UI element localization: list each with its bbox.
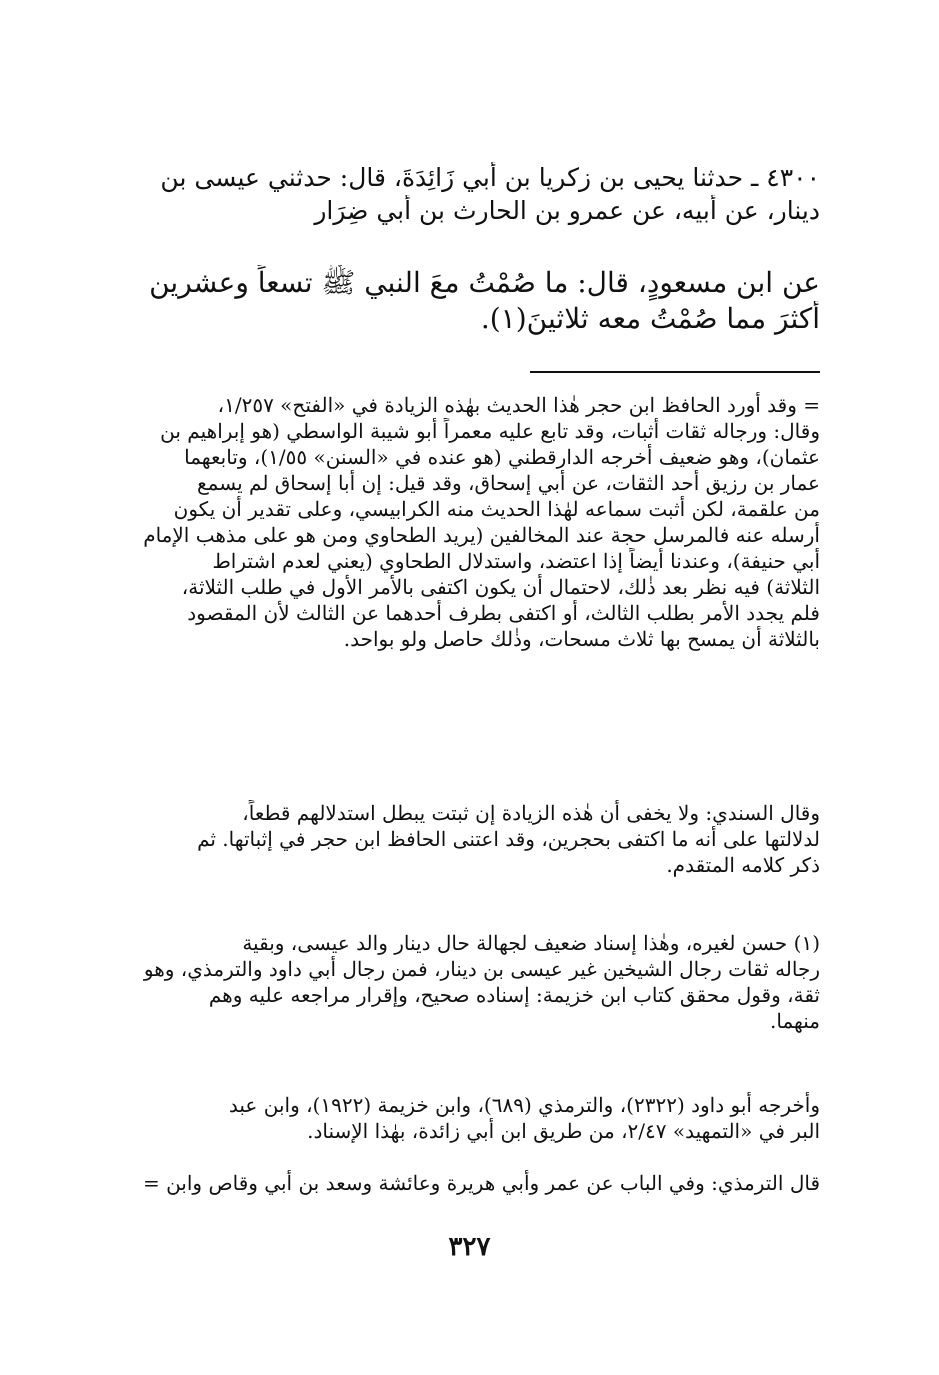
footnote-line: أرسله عنه فالمرسل حجة عند المخالفين (يريد الطحاوي ومن هو على مذهب الإمام <box>143 523 820 547</box>
hadith-matn <box>120 265 820 338</box>
footnote-line: ذكر كلامه المتقدم. <box>666 853 820 877</box>
footnote-line: الثلاثة) فيه نظر بعد ذٰلك، لاحتمال أن يكون اكتفى بالأمر الأول في طلب الثلاثة، <box>181 575 820 599</box>
page-number: ٣٢٧ <box>448 1232 491 1262</box>
footnote-line: منهما. <box>770 1009 820 1033</box>
footnote-continuation <box>120 392 820 652</box>
hadith-line: دينار، عن أَبيه، عن عمرو بن الحارث بن أَبي ضِرَار <box>314 195 820 225</box>
hadith-line: أَكثرَ مما صُمْتُ معه ثلاثينَ(١). <box>480 302 820 336</box>
footnote-line: بالثلاثة أن يمسح بها ثلاث مسحات، وذٰلك حاصل ولو بواحد. <box>343 627 820 651</box>
footnote-1 <box>120 930 820 1034</box>
footnote-line: من علقمة، لكن أثبت سماعه لهٰذا الحديث منه الكرابيسي، وعلى تقدير أن يكون <box>173 497 820 521</box>
footnote-takhrij <box>120 1092 820 1144</box>
footnote-line: وأخرجه أبو داود (٢٣٢٢)، والترمذي (٦٨٩)، وابن خزيمة (١٩٢٢)، وابن عبد <box>228 1093 820 1117</box>
footnote-line: ثقة، وقول محقق كتاب ابن خزيمة: إسناده صحيح، وإقرار مراجعه عليه وهم <box>208 983 820 1007</box>
hadith-line: عن ابن مسعودٍ، قال: ما صُمْتُ معَ النبي ﷺ تسعاً وعشرين <box>149 266 820 299</box>
footnote-sindi <box>120 800 820 878</box>
footnote-tirmidhi <box>120 1170 820 1196</box>
footnote-line: أبي حنيفة)، وعندنا أيضاً إذا اعتضد، واستدلال الطحاوي (يعني لعدم اشتراط <box>212 549 820 573</box>
footnote-separator <box>530 371 820 373</box>
hadith-isnad <box>120 162 820 227</box>
footnote-line: رجاله ثقات رجال الشيخين غير عيسى بن دينار، فمن رجال أبي داود والترمذي، وهو <box>143 957 820 981</box>
footnote-line: قال الترمذي: وفي الباب عن عمر وأبي هريرة وعائشة وسعد بن أبي وقاص وابن = <box>142 1171 820 1195</box>
footnote-line: عمار بن رزيق أحد الثقات، عن أبي إسحاق، وقد قيل: إن أبا إسحاق لم يسمع <box>197 471 820 495</box>
footnote-line: (١) حسن لغيره، وهٰذا إسناد ضعيف لجهالة حال دينار والد عيسى، وبقية <box>242 931 820 955</box>
footnote-line: لدلالتها على أنه ما اكتفى بحجرين، وقد اعتنى الحافظ ابن حجر في إثباتها. ثم <box>197 827 820 851</box>
footnote-line: وقال: ورجاله ثقات أثبات، وقد تابع عليه معمراً أبو شيبة الواسطي (هو إبراهيم بن <box>160 419 820 443</box>
footnote-line: = وقد أورد الحافظ ابن حجر هٰذا الحديث بهٰذه الزيادة في «الفتح» ١/٢٥٧، <box>217 393 820 417</box>
footnote-line: البر في «التمهيد» ٢/٤٧، من طريق ابن أبي زائدة، بهٰذا الإسناد. <box>307 1119 820 1143</box>
footnote-line: وقال السندي: ولا يخفى أن هٰذه الزيادة إن ثبتت يبطل استدلالهم قطعاً، <box>242 801 820 825</box>
footnote-line: فلم يجدد الأمر بطلب الثالث، أو اكتفى بطرف أحدهما عن الثالث لأن المقصود <box>187 601 820 625</box>
footnote-line: عثمان)، وهو ضعيف أخرجه الدارقطني (هو عنده في «السنن» ١/٥٥)، وتابعهما <box>184 445 820 469</box>
hadith-line: ٤٣٠٠ ـ حدثنا يحيى بن زكريا بن أَبي زَائِدَةَ، قال: حدثني عيسى بن <box>160 163 820 192</box>
